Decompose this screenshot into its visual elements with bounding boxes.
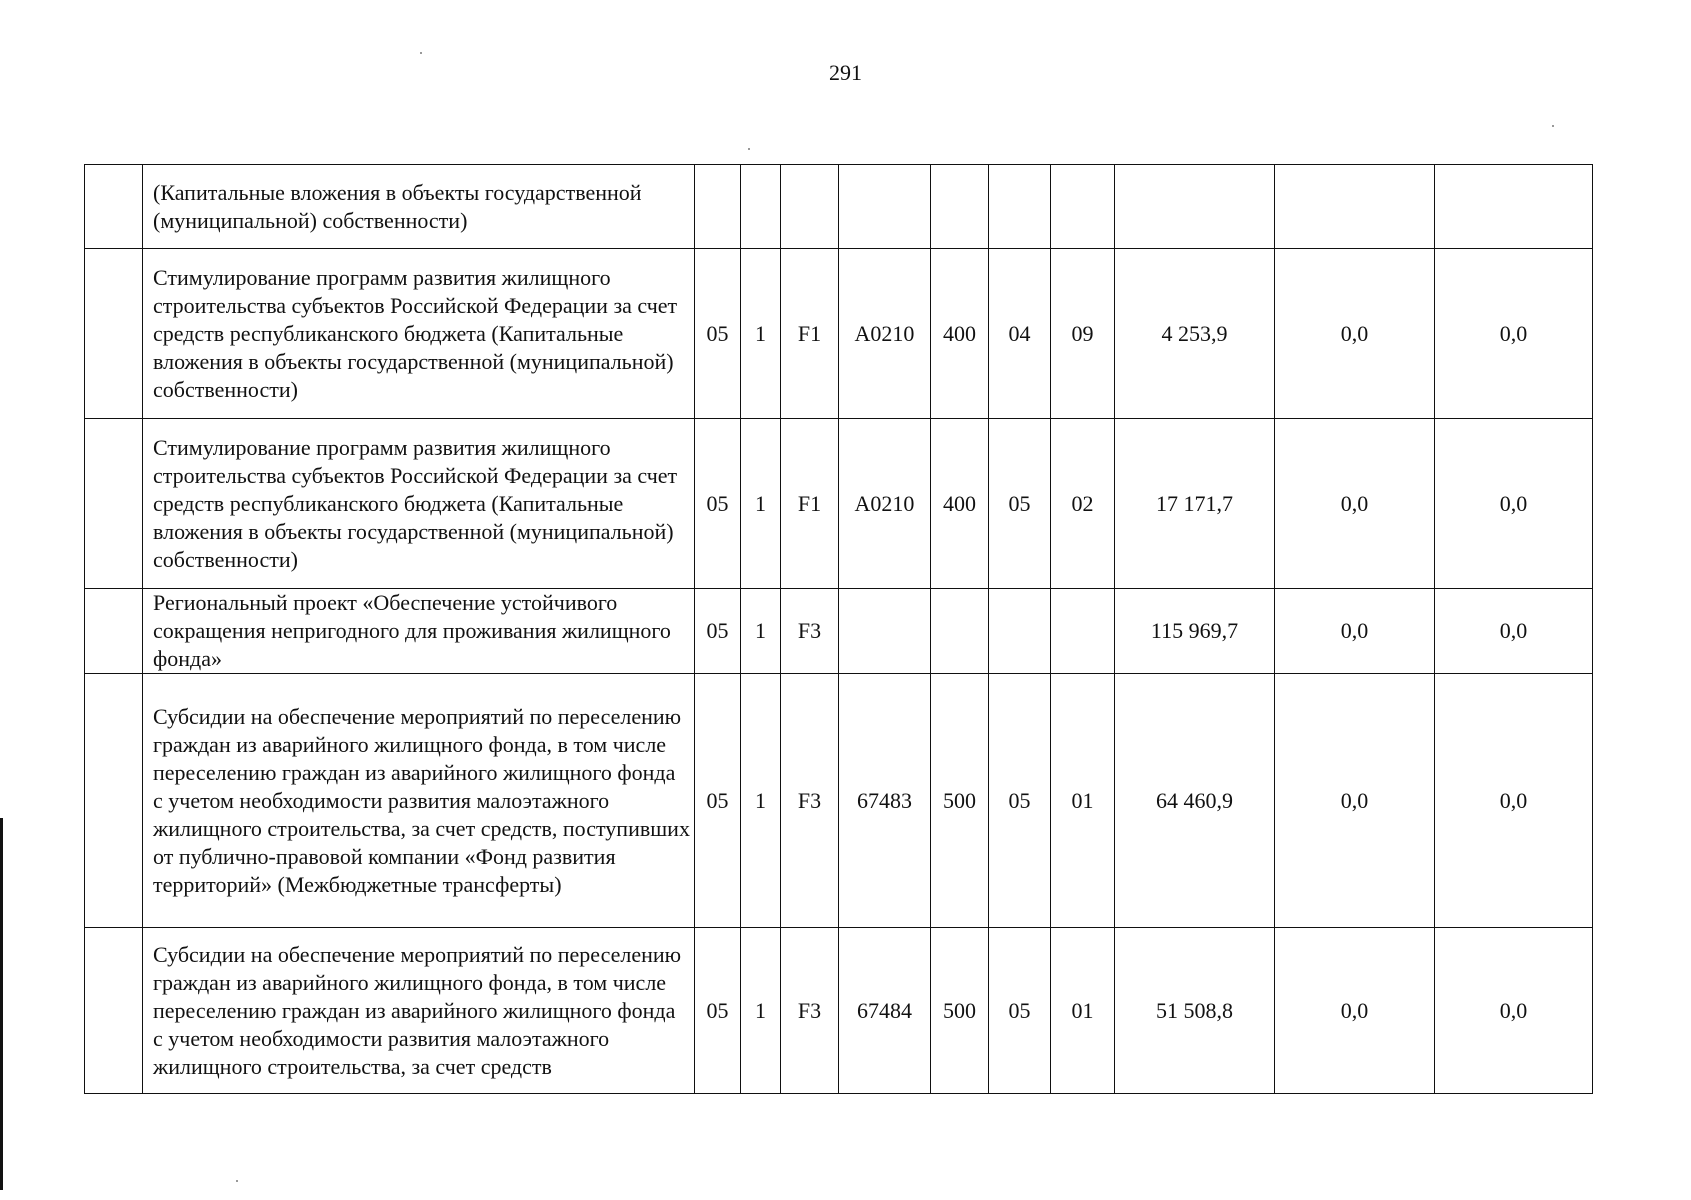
code-section-cell: 04 — [989, 249, 1051, 419]
code-direction-cell — [839, 589, 931, 674]
row-number-cell — [85, 674, 143, 928]
row-number-cell — [85, 589, 143, 674]
amount-year-2-cell — [1275, 165, 1435, 249]
code-program-cell: 05 — [695, 674, 741, 928]
code-subprogram-cell: 1 — [741, 249, 781, 419]
code-expense-type-cell: 500 — [931, 928, 989, 1094]
table-row — [85, 165, 1593, 249]
code-project-cell: F3 — [781, 928, 839, 1094]
scan-speck — [1552, 125, 1554, 127]
scan-edge-mark — [0, 818, 3, 1190]
amount-year-1-cell: 64 460,9 — [1115, 674, 1275, 928]
row-number-cell — [85, 419, 143, 589]
amount-year-1-cell: 51 508,8 — [1115, 928, 1275, 1094]
amount-year-1-cell — [1115, 165, 1275, 249]
amount-year-3-cell: 0,0 — [1435, 674, 1593, 928]
description-cell: (Капитальные вложения в объекты государственной (муниципальной) собственности) — [143, 165, 695, 249]
scan-speck — [420, 52, 422, 54]
amount-year-2-cell: 0,0 — [1275, 589, 1435, 674]
row-number-cell — [85, 165, 143, 249]
code-subsection-cell: 09 — [1051, 249, 1115, 419]
code-expense-type-cell — [931, 589, 989, 674]
amount-year-1-cell: 17 171,7 — [1115, 419, 1275, 589]
table-row — [85, 249, 1593, 419]
code-subprogram-cell: 1 — [741, 674, 781, 928]
code-project-cell: F3 — [781, 589, 839, 674]
code-section-cell: 05 — [989, 674, 1051, 928]
code-subsection-cell — [1051, 589, 1115, 674]
code-program-cell — [695, 165, 741, 249]
amount-year-3-cell: 0,0 — [1435, 928, 1593, 1094]
code-project-cell: F1 — [781, 419, 839, 589]
amount-year-3-cell — [1435, 165, 1593, 249]
scan-speck — [236, 1180, 238, 1182]
code-subsection-cell — [1051, 165, 1115, 249]
table-row — [85, 589, 1593, 674]
code-subprogram-cell: 1 — [741, 419, 781, 589]
amount-year-2-cell: 0,0 — [1275, 928, 1435, 1094]
code-direction-cell: 67484 — [839, 928, 931, 1094]
code-section-cell: 05 — [989, 928, 1051, 1094]
table-row — [85, 928, 1593, 1094]
code-section-cell — [989, 589, 1051, 674]
code-expense-type-cell: 400 — [931, 249, 989, 419]
scan-speck — [748, 148, 750, 150]
page-number: 291 — [829, 60, 862, 85]
row-number-cell — [85, 928, 143, 1094]
budget-table — [84, 164, 1593, 1094]
code-expense-type-cell: 400 — [931, 419, 989, 589]
code-direction-cell — [839, 165, 931, 249]
code-program-cell: 05 — [695, 419, 741, 589]
description-cell: Субсидии на обеспечение мероприятий по переселению граждан из аварийного жилищного фонда, в том числе переселению граждан из аварийного жилищного фонда с учетом необходимости развития малоэтажного жилищного строительства, за счет средств — [143, 928, 695, 1094]
table-row — [85, 674, 1593, 928]
code-subsection-cell: 01 — [1051, 674, 1115, 928]
code-project-cell: F1 — [781, 249, 839, 419]
code-subsection-cell: 02 — [1051, 419, 1115, 589]
code-direction-cell: A0210 — [839, 419, 931, 589]
code-expense-type-cell — [931, 165, 989, 249]
description-cell: Стимулирование программ развития жилищного строительства субъектов Российской Федерации за счет средств республиканского бюджета (Капитальные вложения в объекты государственной (муниципальной) собственности) — [143, 419, 695, 589]
code-direction-cell: 67483 — [839, 674, 931, 928]
code-program-cell: 05 — [695, 589, 741, 674]
row-number-cell — [85, 249, 143, 419]
description-cell: Региональный проект «Обеспечение устойчивого сокращения непригодного для проживания жилищного фонда» — [143, 589, 695, 674]
code-subprogram-cell — [741, 165, 781, 249]
amount-year-3-cell: 0,0 — [1435, 589, 1593, 674]
code-project-cell: F3 — [781, 674, 839, 928]
amount-year-2-cell: 0,0 — [1275, 249, 1435, 419]
code-direction-cell: A0210 — [839, 249, 931, 419]
code-program-cell: 05 — [695, 249, 741, 419]
amount-year-1-cell: 115 969,7 — [1115, 589, 1275, 674]
code-subprogram-cell: 1 — [741, 589, 781, 674]
code-section-cell — [989, 165, 1051, 249]
code-program-cell: 05 — [695, 928, 741, 1094]
code-subprogram-cell: 1 — [741, 928, 781, 1094]
code-subsection-cell: 01 — [1051, 928, 1115, 1094]
amount-year-2-cell: 0,0 — [1275, 674, 1435, 928]
amount-year-3-cell: 0,0 — [1435, 249, 1593, 419]
code-expense-type-cell: 500 — [931, 674, 989, 928]
description-cell: Стимулирование программ развития жилищного строительства субъектов Российской Федерации за счет средств республиканского бюджета (Капитальные вложения в объекты государственной (муниципальной) собственности) — [143, 249, 695, 419]
amount-year-2-cell: 0,0 — [1275, 419, 1435, 589]
amount-year-1-cell: 4 253,9 — [1115, 249, 1275, 419]
code-project-cell — [781, 165, 839, 249]
code-section-cell: 05 — [989, 419, 1051, 589]
description-cell: Субсидии на обеспечение мероприятий по переселению граждан из аварийного жилищного фонда, в том числе переселению граждан из аварийного жилищного фонда с учетом необходимости развития малоэтажного жилищного строительства, за счет средств, поступивших от публично-правовой компании «Фонд развития территорий» (Межбюджетные трансферты) — [143, 674, 695, 928]
table-row — [85, 419, 1593, 589]
amount-year-3-cell: 0,0 — [1435, 419, 1593, 589]
